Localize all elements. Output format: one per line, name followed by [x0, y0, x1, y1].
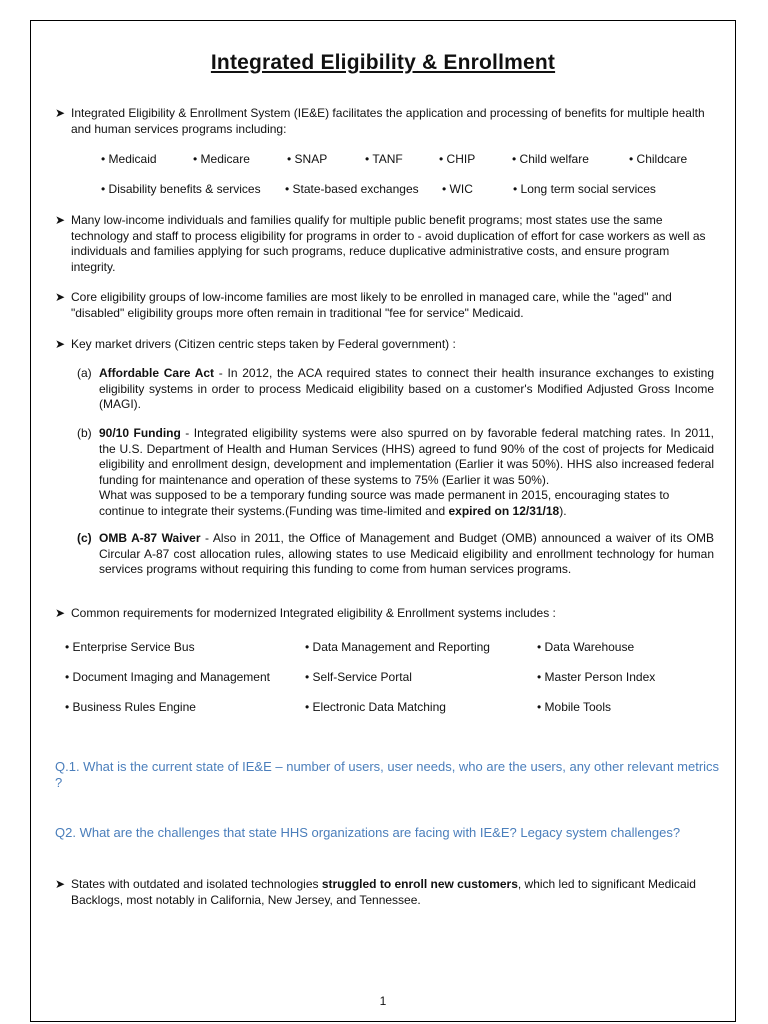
requirement-item: • Data Management and Reporting	[305, 640, 490, 654]
arrow-bullet-icon: ➤	[55, 213, 66, 227]
expiry-date-emphasis: expired on 12/31/18	[448, 503, 560, 518]
eligibility-groups-paragraph	[55, 290, 711, 321]
driver-label: (c)	[77, 531, 92, 545]
program-item: • Long term social services	[513, 182, 656, 196]
requirement-item: • Document Imaging and Management	[65, 670, 270, 684]
driver-c	[77, 531, 714, 578]
program-item: • SNAP	[287, 152, 328, 166]
arrow-bullet-icon: ➤	[55, 606, 66, 620]
paragraph-text: , which led to significant Medicaid Backlogs, most notably in California, New Jersey, and Tennessee.	[71, 877, 696, 907]
requirement-item: • Enterprise Service Bus	[65, 640, 195, 654]
requirement-item: • Business Rules Engine	[65, 700, 196, 714]
program-item: • Childcare	[629, 152, 688, 166]
requirements-row	[65, 700, 715, 716]
paragraph-text: Key market drivers (Citizen centric steps taken by Federal government) :	[71, 337, 456, 351]
intro-paragraph	[55, 106, 711, 137]
requirement-item: • Data Warehouse	[537, 640, 635, 654]
multiple-programs-paragraph	[55, 213, 711, 275]
programs-row-1	[101, 152, 731, 168]
programs-row-2	[101, 182, 731, 198]
program-item: • Disability benefits & services	[101, 182, 261, 196]
program-item: • Medicare	[193, 152, 250, 166]
driver-heading: 90/10 Funding	[99, 426, 181, 440]
paragraph-text: Many low-income individuals and families qualify for multiple public benefit programs; most states use the same technology and staff to process eligibility for programs in order to - avoid duplication of effort for case workers as well as individuals and families applying for such programs, reduce duplicative administrative costs, and ensure program integrity.	[71, 213, 706, 274]
paragraph-text: Common requirements for modernized Integrated eligibility & Enrollment systems includes :	[71, 606, 556, 620]
requirement-item: • Master Person Index	[537, 670, 656, 684]
driver-b	[77, 426, 714, 519]
paragraph-emphasis: struggled to enroll new customers	[321, 877, 518, 891]
document-title: Integrated Eligibility & Enrollment	[210, 51, 556, 74]
requirements-row	[65, 640, 715, 656]
market-drivers-paragraph	[55, 337, 711, 353]
arrow-bullet-icon: ➤	[55, 877, 66, 891]
requirements-paragraph	[55, 606, 711, 622]
arrow-bullet-icon: ➤	[55, 337, 66, 351]
program-item: • State-based exchanges	[285, 182, 419, 196]
intro-text: Integrated Eligibility & Enrollment System (IE&E) facilitates the application and processing of benefits for multiple health and human services programs including:	[71, 106, 705, 136]
paragraph-text: States with outdated and isolated technologies	[71, 877, 322, 891]
requirements-row	[65, 670, 715, 686]
arrow-bullet-icon: ➤	[55, 106, 66, 120]
paragraph-text: Core eligibility groups of low-income families are most likely to be enrolled in managed care, while the "aged" and "disabled" eligibility groups more often remain in traditional "fee for service" Medicaid.	[71, 290, 672, 320]
driver-text: - Also in 2011, the Office of Management and Budget (OMB) announced a waiver of its OMB Circular A-87 cost allocation rules, allowing states to use Medicaid eligibility and enrollment technology for human services programs without requiring this funding to come from human services programs.	[99, 531, 714, 576]
requirement-item: • Electronic Data Matching	[305, 700, 446, 714]
driver-text-tail: ).	[559, 503, 567, 518]
driver-heading: OMB A-87 Waiver	[99, 531, 201, 545]
requirement-item: • Self-Service Portal	[305, 670, 412, 684]
program-item: • CHIP	[439, 152, 476, 166]
question-2: Q2. What are the challenges that state HHS organizations are facing with IE&E? Legacy system challenges?	[55, 825, 681, 840]
driver-label: (b)	[77, 426, 92, 440]
arrow-bullet-icon: ➤	[55, 290, 66, 304]
page-number: 1	[379, 994, 387, 1008]
question-1: Q.1. What is the current state of IE&E – number of users, user needs, who are the users, any other relevant metrics ?	[55, 759, 720, 790]
driver-text-continued: What was supposed to be a temporary funding source was made permanent in 2015, encouraging states to continue to integrate their systems.(Funding was time-limited and	[99, 488, 670, 518]
requirement-item: • Mobile Tools	[537, 700, 612, 714]
legacy-challenges-paragraph	[55, 877, 721, 908]
program-item: • TANF	[365, 152, 403, 166]
driver-label: (a)	[77, 366, 92, 380]
driver-a	[77, 366, 714, 413]
driver-heading: Affordable Care Act	[99, 366, 215, 380]
program-item: • Medicaid	[101, 152, 157, 166]
driver-text: - Integrated eligibility systems were also spurred on by favorable federal matching rates. In 2011, the U.S. Department of Health and Human Services (HHS) agreed to fund 90% of the cost of projects for Medicaid eligibility and enrollment design, development and implementation (Earlier it was 50%). HHS also increased federal funding for maintenance and operation of these systems to 75% (Earlier it was 50%).	[99, 426, 714, 487]
driver-text: - In 2012, the ACA required states to connect their health insurance exchanges to existing eligibility systems in order to process Medicaid eligibility based on a customer's Modified Adjusted Gross Income (MAGI).	[99, 366, 714, 411]
program-item: • Child welfare	[512, 152, 589, 166]
document-page	[30, 20, 736, 1022]
program-item: • WIC	[442, 182, 473, 196]
